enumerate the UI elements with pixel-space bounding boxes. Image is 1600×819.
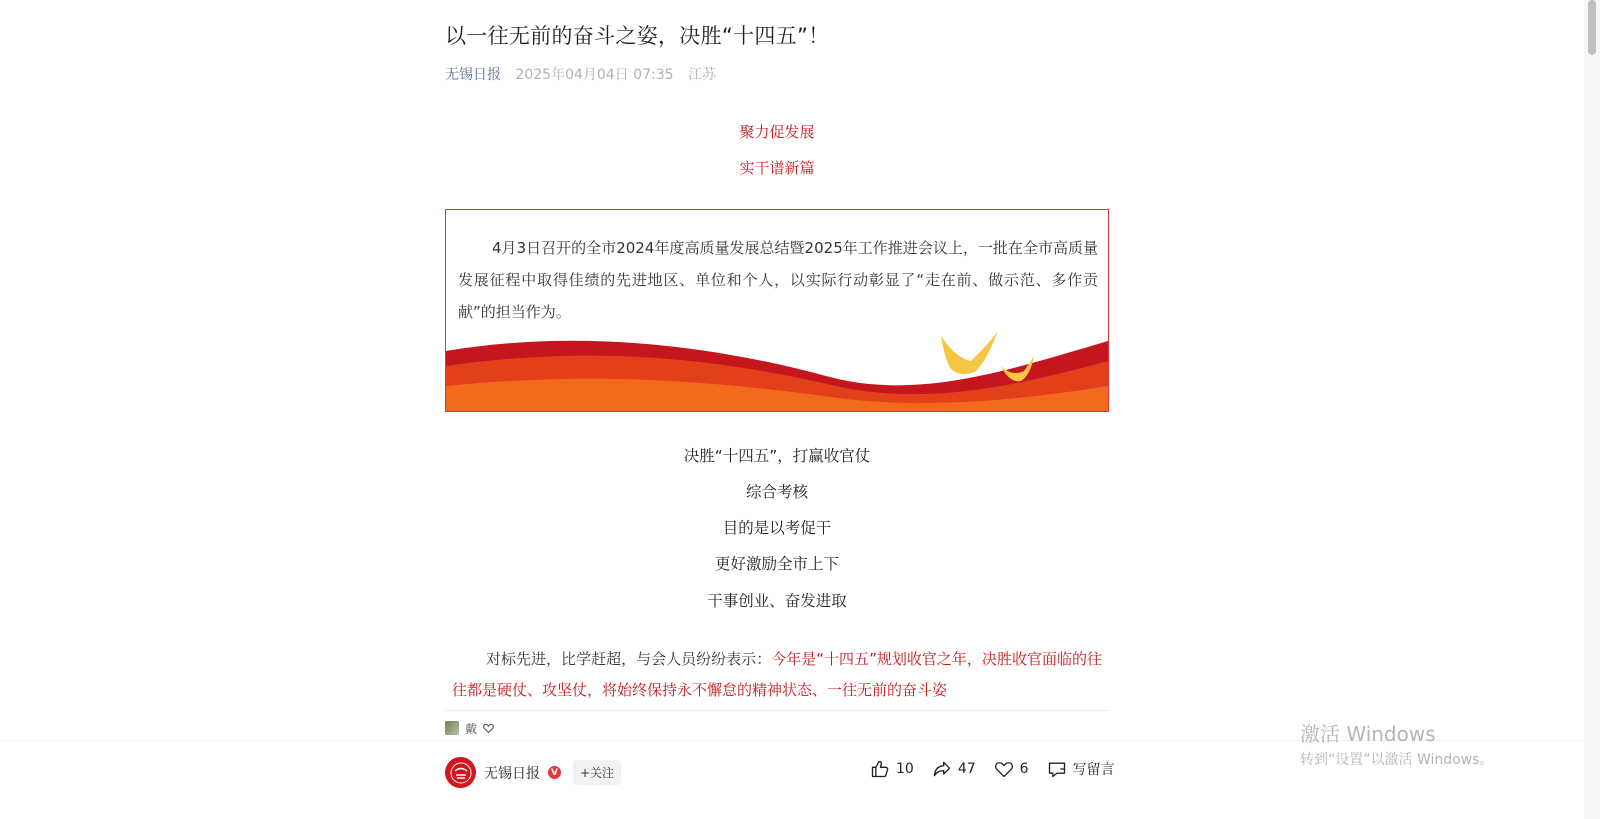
commenter-row[interactable] — [445, 720, 494, 736]
thumbs-up-icon — [870, 759, 890, 779]
center-line-2: 综合考核 — [745, 483, 808, 501]
commenter-avatar — [445, 721, 459, 735]
publish-location: 江苏 — [687, 67, 716, 83]
article-title: 以一往无前的奋斗之姿，决胜“十四五”！ — [445, 24, 830, 48]
share-count: 47 — [957, 761, 976, 777]
vertical-scrollbar[interactable] — [1584, 0, 1600, 819]
watermark-line-2: 转到“设置”以激活 Windows。 — [1300, 752, 1494, 768]
section-heading-1: 聚力促发展 — [739, 123, 815, 141]
favorite-count: 6 — [1019, 761, 1029, 777]
comment-label: 写留言 — [1072, 762, 1115, 778]
follow-button[interactable]: +关注 — [573, 760, 621, 785]
center-line-3: 目的是以考促干 — [722, 519, 832, 537]
article-meta — [445, 64, 716, 84]
comment-icon — [1047, 759, 1067, 779]
source-link[interactable]: 无锡日报 — [445, 67, 501, 83]
body-paragraph-normal: 对标先进，比学赶超，与会人员纷纷表示： — [486, 650, 772, 668]
section-heading-2: 实干谱新篇 — [739, 159, 815, 177]
summary-box — [445, 209, 1109, 412]
like-count: 10 — [896, 761, 914, 777]
account-info — [445, 757, 621, 788]
share-arrow-icon — [932, 759, 952, 779]
center-line-5: 干事创业、奋发进取 — [707, 592, 847, 610]
comment-button[interactable] — [1047, 759, 1115, 779]
divider — [445, 710, 1109, 711]
favorite-button[interactable] — [994, 759, 1029, 779]
center-line-1: 决胜“十四五”，打赢收官仗 — [683, 447, 871, 465]
center-line-4: 更好激励全市上下 — [714, 555, 839, 573]
commenter-name: 戴 — [465, 721, 478, 736]
watermark-line-1: 激活 Windows — [1300, 722, 1436, 746]
body-paragraph-highlight: 今年是“十四五”规划收官之年，决胜收官面临的往往都是硬仗、攻坚仗，将始终保持永不懈怠的精神状态、一往无前的奋斗姿 — [452, 650, 1102, 699]
verified-badge-icon: V — [548, 766, 561, 779]
red-ribbon-dove-banner — [446, 331, 1108, 411]
article-container — [445, 0, 1109, 740]
heart-icon — [994, 759, 1014, 779]
scrollbar-thumb[interactable] — [1588, 0, 1596, 55]
newspaper-logo-icon — [450, 762, 472, 784]
share-button[interactable] — [932, 759, 976, 779]
account-name[interactable]: 无锡日报 — [484, 765, 540, 782]
heart-outline-icon — [483, 723, 494, 733]
body-paragraph — [452, 644, 1102, 706]
summary-text: 4月3日召开的全市2024年度高质量发展总结暨2025年工作推进会议上，一批在全市高质量发展征程中取得佳绩的先进地区、单位和个人，以实际行动彰显了“走在前、做示范、多作贡献”的担当作为。 — [458, 239, 1098, 321]
windows-activation-watermark — [1300, 718, 1493, 769]
like-button[interactable] — [870, 759, 914, 779]
publish-datetime: 2025年04月04日 07:35 — [515, 67, 674, 83]
action-buttons — [870, 759, 1115, 779]
account-logo[interactable] — [445, 757, 476, 788]
